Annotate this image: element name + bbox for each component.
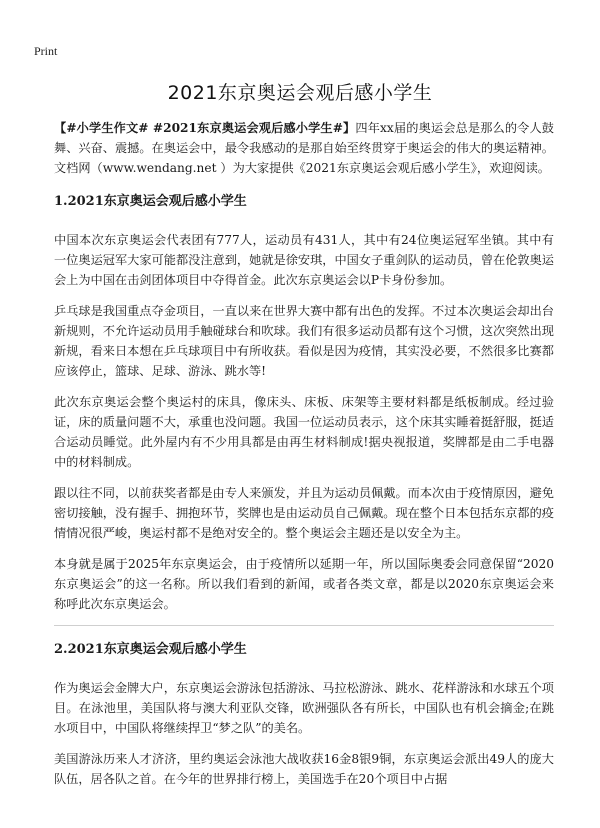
intro-paragraph <box>54 118 554 178</box>
section-2-heading: 2.2021东京奥运会观后感小学生 <box>54 642 247 657</box>
section-1-paragraph-2: 乒乓球是我国重点夺金项目，一直以来在世界大赛中都有出色的发挥。不过本次奥运会却出台新规则，不允许运动员用手触碰球台和吹球。我们有很多运动员都有这个习惯，这次突然出现新规，看来日本想在乒乓球项目中有所收获。看似是因为疫情，其实没必要，不然很多比赛都应该停止，篮球、足球、游泳、跳水等! <box>54 304 554 378</box>
section-divider <box>54 625 554 626</box>
document-body <box>54 118 554 800</box>
section-1-paragraph-4: 跟以往不同，以前获奖者都是由专人来颁发，并且为运动员佩戴。而本次由于疫情原因，避免密切接触，没有握手、拥抱环节，奖牌也是由运动员自己佩戴。现在整个日本包括东京都的疫情情况很严峻，奥运村都不是绝对安全的。整个奥运会主题还是以安全为主。 <box>54 486 554 540</box>
intro-tag: 【#小学生作文# #2021东京奥运会观后感小学生#】 <box>54 121 356 135</box>
section-1-heading: 1.2021东京奥运会观后感小学生 <box>54 194 247 209</box>
section-2-paragraph-2: 美国游泳历来人才济济，里约奥运会泳池大战收获16金8银9铜，东京奥运会派出49人的庞大队伍，居各队之首。在今年的世界排行榜上，美国选手在20个项目中占据 <box>54 752 554 786</box>
section-1-paragraph-5: 本身就是属于2025年东京奥运会，由于疫情所以延期一年，所以国际奥委会同意保留“2020东京奥运会”的这一名称。所以我们看到的新闻，或者各类文章，都是以2020东京奥运会来称呼此次东京奥运会。 <box>54 557 554 611</box>
section-1-paragraph-1: 中国本次东京奥运会代表团有777人，运动员有431人，其中有24位奥运冠军坐镇。其中有一位奥运冠军大家可能都没注意到，她就是徐安琪，中国女子重剑队的运动员，曾在伦敦奥运会上为中国在击剑团体项目中夺得首金。此次东京奥运会以P卡身份参加。 <box>54 233 554 287</box>
section-1-paragraph-3: 此次东京奥运会整个奥运村的床具，像床头、床板、床架等主要材料都是纸板制成。经过验证，床的质量问题不大，承重也没问题。我国一位运动员表示，这个床其实睡着挺舒服，挺适合运动员睡觉。此外屋内有不少用具都是由再生材料制成!据央视报道，奖牌都是由二手电器中的材料制成。 <box>54 395 554 469</box>
print-label: Print <box>34 44 58 58</box>
intro-text: 四年xx届的奥运会总是那么的令人鼓舞、兴奋、震撼。在奥运会中，最令我感动的是那自始至终贯穿于奥运会的伟大的奥运精神。文档网（www.wendang.net ）为大家提供《2021东京奥运会观后感小学生》，欢迎阅读。 <box>54 121 554 175</box>
section-2-paragraph-1: 作为奥运会金牌大户，东京奥运会游泳包括游泳、马拉松游泳、跳水、花样游泳和水球五个项目。在泳池里，美国队将与澳大利亚队交锋，欧洲强队各有所长，中国队也有机会摘金;在跳水项目中，中国队将继续捍卫“梦之队”的美名。 <box>54 681 554 735</box>
document-title: 2021东京奥运会观后感小学生 <box>167 82 433 104</box>
